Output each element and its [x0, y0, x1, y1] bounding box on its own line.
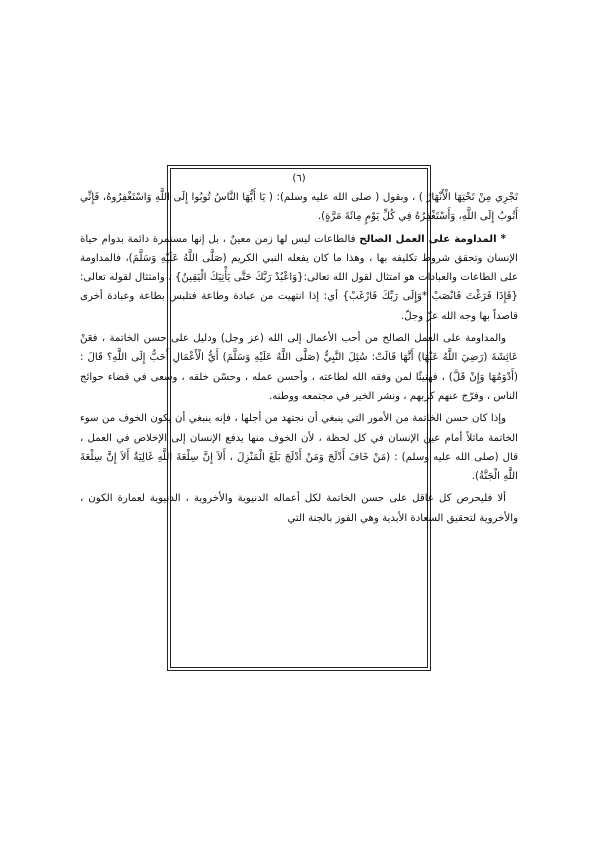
section-heading: * المداومة على العمل الصالح — [359, 233, 506, 245]
page-content — [80, 172, 518, 531]
paragraph-3 — [80, 329, 518, 406]
paragraph-4 — [80, 409, 518, 486]
page-number: (٦) — [292, 173, 306, 184]
paragraph-2 — [80, 230, 518, 326]
paragraph-5-text: ألا فليحرص كل عاقل على حسن الخاتمة لكل أعماله الدنيوية والأخروية ، الدنيوية لعمارة الكون ، والأخروية لتحقيق السعادة الأبدية وهي الفوز بالجنة التي — [80, 493, 518, 524]
paragraph-1 — [80, 188, 518, 227]
paragraph-4-text: وإذا كان حسن الخاتمة من الأمور التي ينبغي أن نجتهد من أجلها ، فإنه ينبغي أن يكون الخوف من سوء الخاتمة ماثلاً أمام عين الإنسان في كل لحظة ، لأن الخوف منها يدفع الإنسان إلى الإخلاص في العمل ، قال (صلى الله عليه وسلم) : (مَنْ خَافَ أَدْلَجَ وَمَنْ أَدْلَجَ بَلَغَ الْمَنْزِلَ ، أَلاَ إِنَّ سِلْعَةَ اللَّهِ غَالِيَةٌ أَلاَ إِنَّ سِلْعَةَ اللَّهِ الْجَنَّةُ). — [80, 413, 518, 483]
paragraph-3-text: والمداومة على العمل الصالح من أحب الأعمال إلى الله (عز وجل) ودليل على حسن الخاتمة ، فعَنْ عَائِشَةَ (رَضِيَ اللَّهُ عَنْهَا) أَنَّهَا قَالَتْ: سُئِلَ النَّبِيُّ (صَلَّى اللَّهُ عَلَيْهِ وَسَلَّمَ) أَيُّ الْأَعْمَالِ أَحَبُّ إِلَى اللَّهِ؟ قَالَ : (أَدْوَمُهَا وَإِنْ قَلَّ) ، فهنيئًا لمن وفقه الله لطاعته ، وأحسن عمله ، وحسّن خلقه ، وسعى في قضاء حوائج الناس ، وفرّج عنهم كربهم ، ونشر الخير في مجتمعه ووطنه. — [80, 333, 518, 402]
paragraph-5 — [80, 489, 518, 528]
paragraph-2-text: فالطاعات ليس لها زمن معينٌ ، بل إنها مستمرة دائمة بدوام حياة الإنسان وتحقق شروط تكليفه بها ، وهذا ما كان يفعله النبي الكريم (صَلَّى اللَّهُ عَلَيْهِ وَسَلَّمَ)، فالمداومة على الطاعات والعبادات هو امتثال لقول الله تعالى:{وَاعْبُدْ رَبَّكَ حَتَّى يَأْتِيَكَ الْيَقِينُ} ، وامتثال لقوله تعالى: {فَإِذَا فَرَغْتَ فَانْصَبْ *وَإِلَى رَبِّكَ فَارْغَبْ} أي: إذا انتهيت من عبادة وطاعة فتلبس بطاعة وعبادة أخرى قاصداً بها وجه الله عزّ وجلّ. — [80, 233, 518, 322]
paragraph-1-text: تَجْرِي مِنْ تَحْتِهَا الْأَنْهَارُ ) ، وبقول ( صلى الله عليه وسلم): ( يَا أَيُّهَا النَّاسُ تُوبُوا إِلَى اللَّهِ وَاسْتَغْفِرُوهُ، فَإِنِّي أَتُوبُ إِلَى اللَّهِ، وَأَسْتَغْفِرُهُ فِي كُلِّ يَوْمٍ مِائَةَ مَرَّةٍ). — [80, 192, 518, 223]
